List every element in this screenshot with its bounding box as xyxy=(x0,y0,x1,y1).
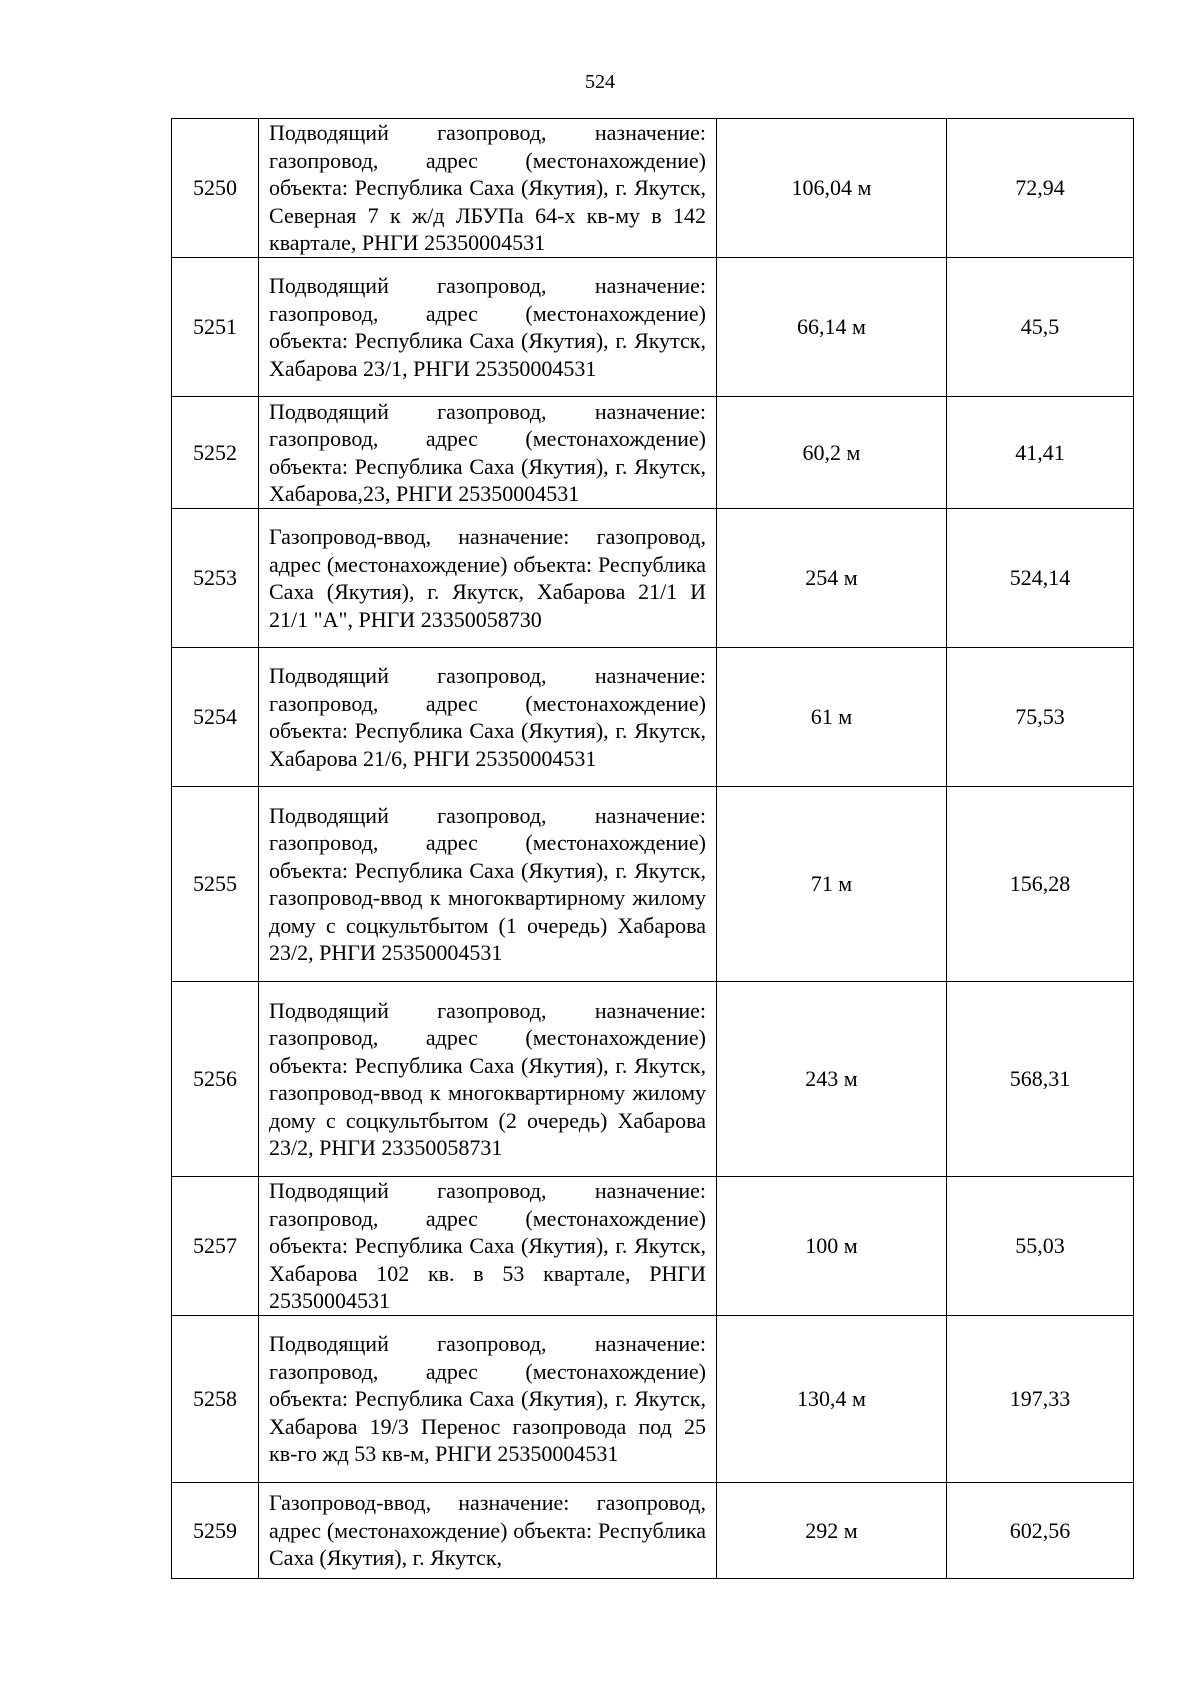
row-length: 60,2 м xyxy=(717,397,947,509)
row-description: Подводящий газопровод, назначение: газопровод, адрес (местонахождение) объекта: Республика Саха (Якутия), г. Якутск, Северная 7 к ж/д ЛБУПа 64-х кв-му в 142 квартале, РНГИ 25350004531 xyxy=(269,120,706,256)
row-length: 61 м xyxy=(717,648,947,787)
row-value: 45,5 xyxy=(947,258,1134,397)
row-description: Газопровод-ввод, назначение: газопровод, адрес (местонахождение) объекта: Республика Саха (Якутия), г. Якутск, xyxy=(269,1490,706,1571)
row-description: Подводящий газопровод, назначение: газопровод, адрес (местонахождение) объекта: Республика Саха (Якутия), г. Якутск, Хабарова 23/1, РНГИ 25350004531 xyxy=(269,273,706,381)
row-value: 156,28 xyxy=(947,787,1134,982)
table-row xyxy=(172,1177,1134,1316)
row-description: Подводящий газопровод, назначение: газопровод, адрес (местонахождение) объекта: Республика Саха (Якутия), г. Якутск, Хабарова 102 кв. в 53 квартале, РНГИ 25350004531 xyxy=(269,1178,706,1314)
table-row xyxy=(172,787,1134,982)
table-row xyxy=(172,119,1134,258)
row-length: 106,04 м xyxy=(717,119,947,258)
row-description: Подводящий газопровод, назначение: газопровод, адрес (местонахождение) объекта: Республика Саха (Якутия), г. Якутск, Хабарова 19/3 Перенос газопровода под 25 кв-го жд 53 кв-м, РНГИ 25350004531 xyxy=(269,1331,706,1467)
row-value: 41,41 xyxy=(947,397,1134,509)
row-length: 243 м xyxy=(717,982,947,1177)
row-value: 72,94 xyxy=(947,119,1134,258)
row-value: 602,56 xyxy=(947,1483,1134,1579)
table-body xyxy=(172,119,1134,1579)
row-length: 71 м xyxy=(717,787,947,982)
table-row xyxy=(172,397,1134,509)
row-number: 5258 xyxy=(172,1316,259,1483)
row-number: 5257 xyxy=(172,1177,259,1316)
table-row xyxy=(172,509,1134,648)
table-row xyxy=(172,1483,1134,1579)
row-number: 5255 xyxy=(172,787,259,982)
row-length: 66,14 м xyxy=(717,258,947,397)
row-number: 5252 xyxy=(172,397,259,509)
row-length: 100 м xyxy=(717,1177,947,1316)
row-number: 5259 xyxy=(172,1483,259,1579)
row-value: 568,31 xyxy=(947,982,1134,1177)
table-row xyxy=(172,982,1134,1177)
row-value: 55,03 xyxy=(947,1177,1134,1316)
table-row xyxy=(172,258,1134,397)
row-description: Подводящий газопровод, назначение: газопровод, адрес (местонахождение) объекта: Республика Саха (Якутия), г. Якутск, Хабарова,23, РНГИ 25350004531 xyxy=(269,398,706,506)
row-length: 130,4 м xyxy=(717,1316,947,1483)
row-value: 524,14 xyxy=(947,509,1134,648)
row-length: 254 м xyxy=(717,509,947,648)
row-description: Газопровод-ввод, назначение: газопровод, адрес (местонахождение) объекта: Республика Саха (Якутия), г. Якутск, Хабарова 21/1 И 21/1 "А", РНГИ 23350058730 xyxy=(269,524,706,632)
page-number: 524 xyxy=(585,71,615,93)
property-registry-table xyxy=(171,118,1134,1579)
row-number: 5256 xyxy=(172,982,259,1177)
row-number: 5254 xyxy=(172,648,259,787)
row-number: 5251 xyxy=(172,258,259,397)
row-number: 5250 xyxy=(172,119,259,258)
row-description: Подводящий газопровод, назначение: газопровод, адрес (местонахождение) объекта: Республика Саха (Якутия), г. Якутск, газопровод-ввод к многоквартирному жилому дому с соцкультбытом (1 очередь) Хабарова 23/2, РНГИ 25350004531 xyxy=(269,802,706,965)
row-value: 75,53 xyxy=(947,648,1134,787)
table-row xyxy=(172,648,1134,787)
row-number: 5253 xyxy=(172,509,259,648)
row-description: Подводящий газопровод, назначение: газопровод, адрес (местонахождение) объекта: Республика Саха (Якутия), г. Якутск, Хабарова 21/6, РНГИ 25350004531 xyxy=(269,663,706,771)
row-description: Подводящий газопровод, назначение: газопровод, адрес (местонахождение) объекта: Республика Саха (Якутия), г. Якутск, газопровод-ввод к многоквартирному жилому дому с соцкультбытом (2 очередь) Хабарова 23/2, РНГИ 23350058731 xyxy=(269,997,706,1160)
row-value: 197,33 xyxy=(947,1316,1134,1483)
table-row xyxy=(172,1316,1134,1483)
row-length: 292 м xyxy=(717,1483,947,1579)
